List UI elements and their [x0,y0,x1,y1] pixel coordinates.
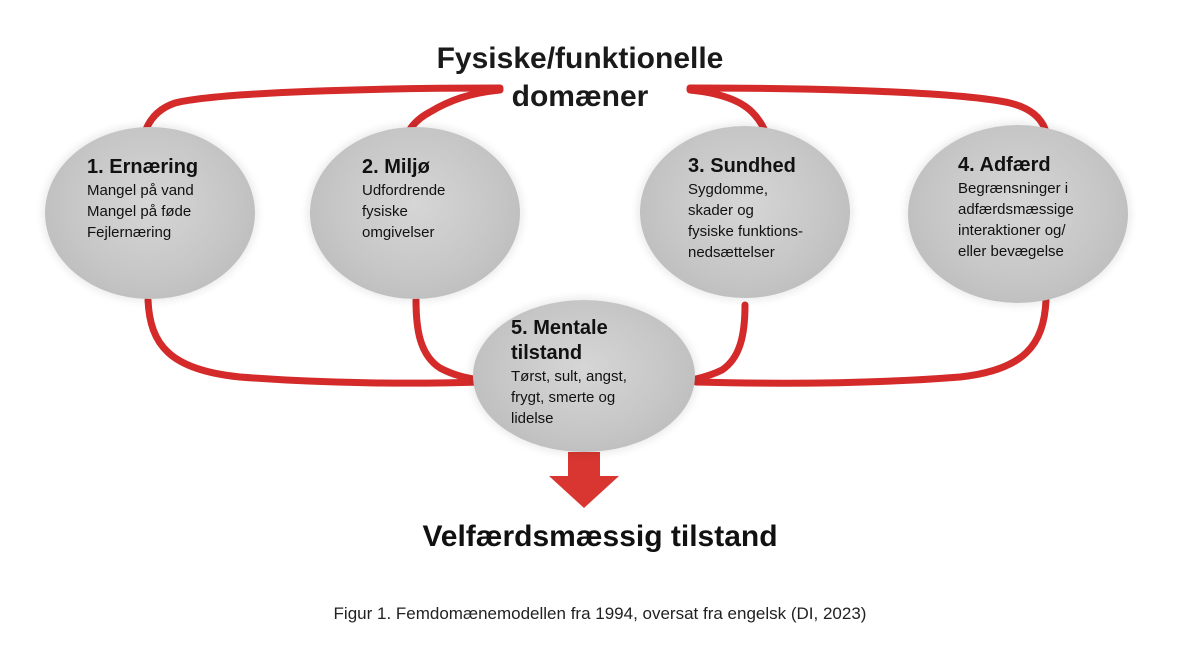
domain-heading: 3. Sundhed [688,155,796,177]
domain-line: Mangel på vand [87,182,194,199]
domain-adfaerd [908,125,1128,303]
domain-line: Mangel på føde [87,203,192,220]
domain-mental-tilstand [473,300,695,452]
domain-sundhed [640,126,850,298]
domain-heading: 5. Mentale [511,317,608,339]
title-line: domæner [511,80,649,113]
domain-miljoe [310,127,520,299]
domain-line: Tørst, sult, angst, [511,368,627,385]
domain-line: adfærdsmæssige [958,201,1074,218]
domain-line: Fejlernæring [87,224,172,241]
domain-line: nedsættelser [688,244,775,261]
domain-line: Udfordrende [362,182,446,199]
domain-line: skader og [688,202,754,219]
domain-line: Begrænsninger i [958,180,1069,197]
diagram-title [380,40,780,116]
domain-heading: tilstand [511,342,583,364]
connector-sundhed-to-mental [692,305,745,380]
domain-line: fysiske funktions- [688,223,804,240]
connector-miljoe-to-mental [416,300,478,380]
title-line: Fysiske/funktionelle [436,42,724,75]
domain-heading: 4. Adfærd [958,154,1051,176]
connector-adfaerd-to-mental [696,300,1046,383]
domain-heading: 2. Miljø [362,156,430,178]
domain-line: fysiske [362,203,408,220]
domain-line: frygt, smerte og [511,389,616,406]
domain-line: omgivelser [362,224,435,241]
domain-line: eller bevægelse [958,243,1064,260]
figure-caption: Figur 1. Femdomænemodellen fra 1994, oversat fra engelsk (DI, 2023) [333,604,867,623]
domain-line: interaktioner og/ [958,222,1066,239]
connector-ernaering-to-mental [148,300,480,383]
domain-line: Sygdomme, [688,181,769,198]
domain-line: lidelse [511,410,554,427]
domain-heading: 1. Ernæring [87,156,199,178]
domain-ernaering [45,127,255,299]
welfare-state-label: Velfærdsmæssig tilstand [422,520,778,553]
down-arrow-icon [549,452,619,508]
